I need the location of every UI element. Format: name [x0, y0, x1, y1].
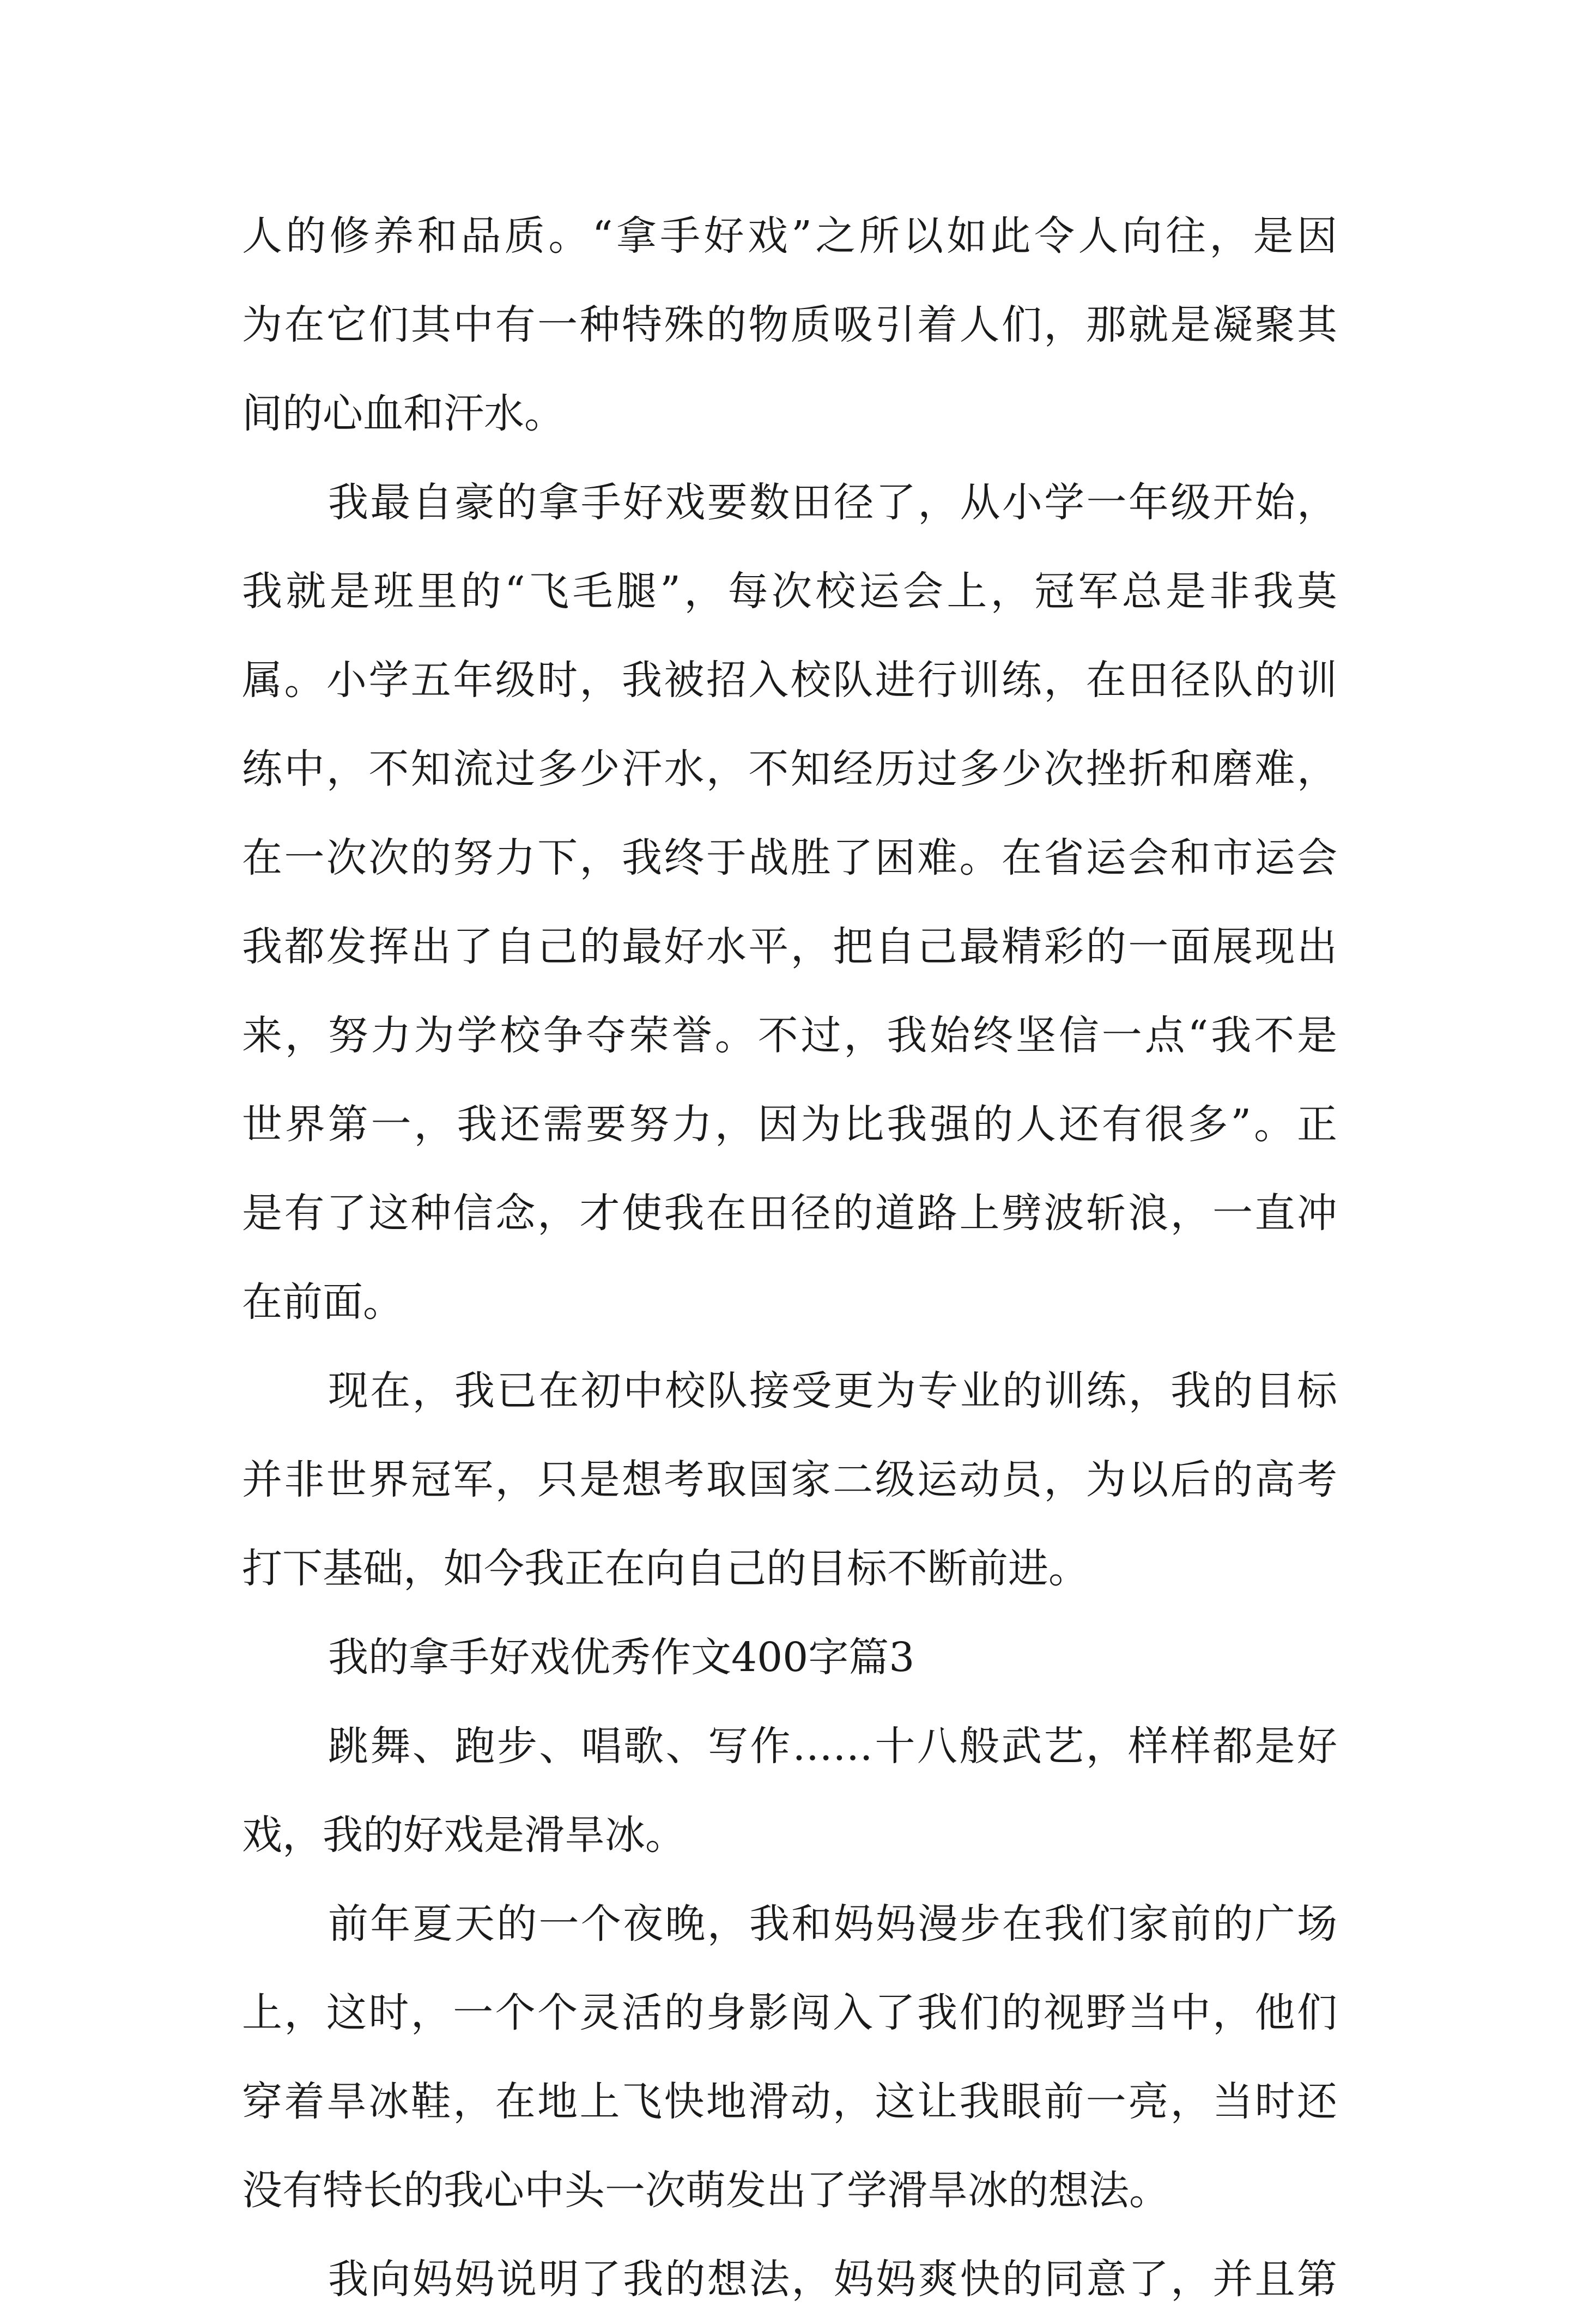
- text-line: 前年夏天的一个夜晚，我和妈妈漫步在我们家前的广场: [328, 1901, 1337, 1947]
- text-line: 我都发挥出了自己的最好水平，把自己最精彩的一面展现出: [242, 923, 1337, 970]
- text-line: 上，这时，一个个灵活的身影闯入了我们的视野当中，他们: [242, 1989, 1337, 2036]
- paragraph: [242, 1347, 1337, 1613]
- text-line: 间的心血和汗水。: [242, 390, 565, 437]
- text-line: 穿着旱冰鞋，在地上飞快地滑动，这让我眼前一亮，当时还: [242, 2078, 1337, 2125]
- text-line: 跳舞、跑步、唱歌、写作……十八般武艺，样样都是好: [328, 1723, 1337, 1770]
- text-line: 戏，我的好戏是滑旱冰。: [242, 1812, 686, 1859]
- text-line: 没有特长的我心中头一次萌发出了学滑旱冰的想法。: [242, 2167, 1169, 2214]
- text-line: 属。小学五年级时，我被招入校队进行训练，在田径队的训: [242, 657, 1337, 704]
- text-line: 我最自豪的拿手好戏要数田径了，从小学一年级开始，: [328, 479, 1337, 526]
- text-line: 人的修养和品质。“拿手好戏”之所以如此令人向往，是因: [242, 213, 1337, 259]
- text-line: 世界第一，我还需要努力，因为比我强的人还有很多”。正: [242, 1101, 1337, 1148]
- paragraph: [242, 1880, 1337, 2235]
- text-line: 现在，我已在初中校队接受更为专业的训练，我的目标: [328, 1367, 1337, 1414]
- document-body: [242, 192, 1337, 2324]
- paragraph: [242, 1702, 1337, 1880]
- text-line: 练中，不知流过多少汗水，不知经历过多少次挫折和磨难，: [242, 746, 1337, 792]
- text-line: 是有了这种信念，才使我在田径的道路上劈波斩浪，一直冲: [242, 1190, 1337, 1237]
- text-line: 为在它们其中有一种特殊的物质吸引着人们，那就是凝聚其: [242, 301, 1337, 348]
- text-line: 我向妈妈说明了我的想法，妈妈爽快的同意了，并且第: [328, 2256, 1337, 2303]
- text-line: 来，努力为学校争夺荣誉。不过，我始终坚信一点“我不是: [242, 1012, 1337, 1059]
- text-line: 在一次次的努力下，我终于战胜了困难。在省运会和市运会: [242, 834, 1337, 881]
- text-line: 并非世界冠军，只是想考取国家二级运动员，为以后的高考: [242, 1456, 1337, 1503]
- section-heading: [242, 1613, 1337, 1702]
- heading-text: 我的拿手好戏优秀作文400字篇3: [328, 1634, 915, 1681]
- text-line: 打下基础，如今我正在向自己的目标不断前进。: [242, 1545, 1089, 1592]
- text-line: 在前面。: [242, 1279, 403, 1326]
- paragraph: [242, 192, 1337, 458]
- paragraph: [242, 2235, 1337, 2324]
- paragraph: [242, 458, 1337, 1347]
- text-line: 我就是班里的“飞毛腿”，每次校运会上，冠军总是非我莫: [242, 568, 1337, 615]
